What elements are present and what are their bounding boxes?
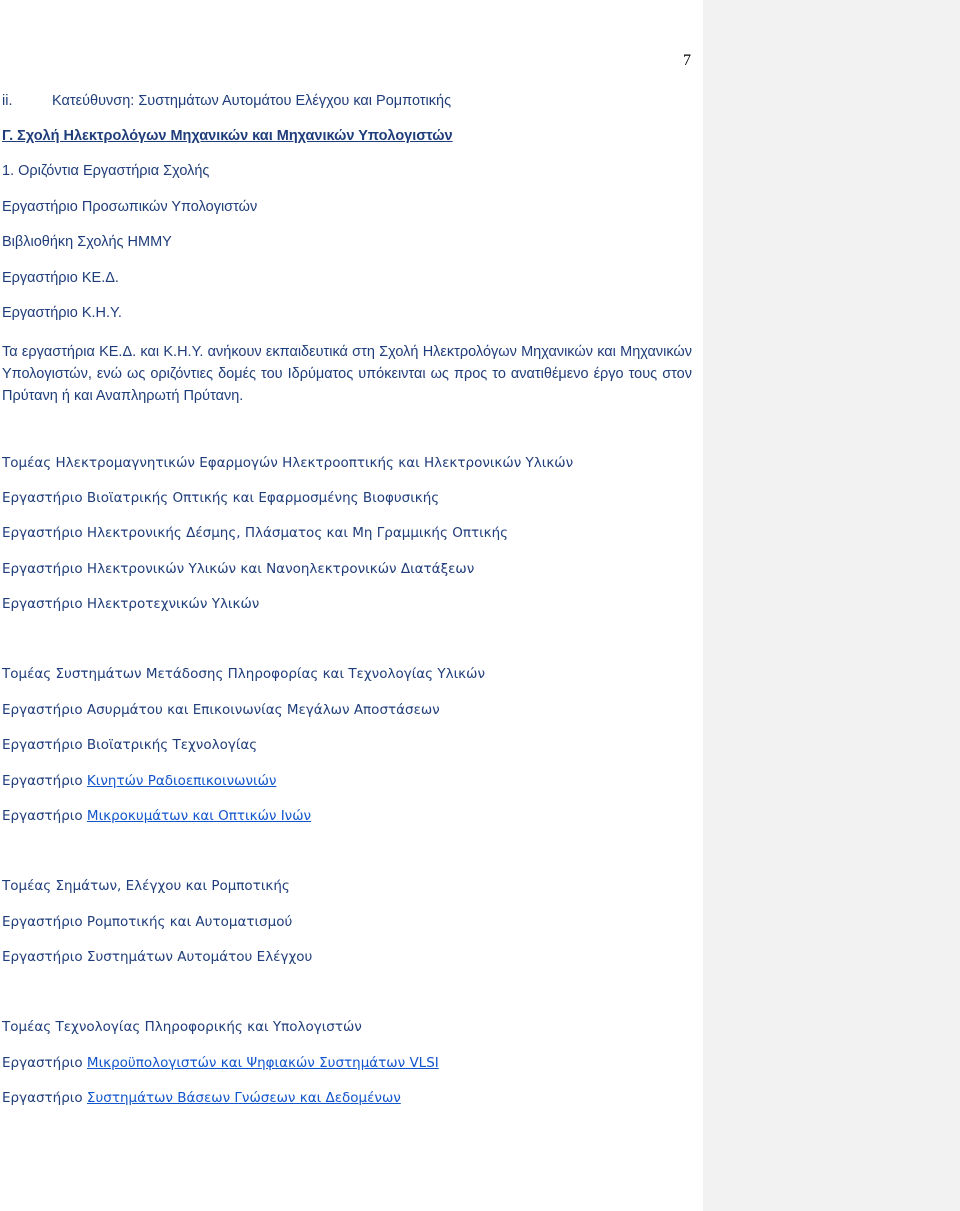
sector-title: Τομέας Τεχνολογίας Πληροφορικής και Υπολογιστών xyxy=(2,1019,362,1035)
lab-label: Εργαστήριο xyxy=(2,773,87,789)
lab-item: Βιβλιοθήκη Σχολής ΗΜΜΥ xyxy=(2,234,172,250)
lab-link[interactable]: Κινητών Ραδιοεπικοινωνιών xyxy=(86,773,277,789)
lab-item[interactable] xyxy=(2,1090,401,1106)
page-number: 7 xyxy=(683,52,691,69)
lab-item: Εργαστήριο Κ.Η.Υ. xyxy=(2,305,122,321)
lab-label: Εργαστήριο Βιοϊατρικής Οπτικής και Εφαρμοσμένης Βιοφυσικής xyxy=(2,490,440,506)
lab-label: Εργαστήριο Ηλεκτρονικών Υλικών και Νανοηλεκτρονικών Διατάξεων xyxy=(2,561,475,577)
heading-ii-text: Κατεύθυνση: Συστημάτων Αυτομάτου Ελέγχου και Ρομποτικής xyxy=(52,93,452,109)
lab-link[interactable]: Μικροϋπολογιστών και Ψηφιακών Συστημάτων VLSI xyxy=(86,1055,439,1071)
lab-label: Εργαστήριο Συστημάτων Αυτομάτου Ελέγχου xyxy=(2,949,313,965)
lab-item: Εργαστήριο ΚΕ.Δ. xyxy=(2,270,119,286)
heading-ii xyxy=(2,93,451,109)
lab-label: Εργαστήριο Ασυρμάτου και Επικοινωνίας Μεγάλων Αποστάσεων xyxy=(2,702,440,718)
lab-item: Εργαστήριο Προσωπικών Υπολογιστών xyxy=(2,199,258,215)
sector-title: Τομέας Συστημάτων Μετάδοσης Πληροφορίας και Τεχνολογίας Υλικών xyxy=(2,666,485,682)
section-title: Γ. Σχολή Ηλεκτρολόγων Μηχανικών και Μηχανικών Υπολογιστών xyxy=(2,128,453,144)
lab-item[interactable] xyxy=(2,773,276,789)
body-paragraph: Τα εργαστήρια ΚΕ.Δ. και Κ.Η.Υ. ανήκουν εκπαιδευτικά στη Σχολή Ηλεκτρολόγων Μηχανικών και Μηχανικών Υπολογιστών, ενώ ως οριζόντιες δομές του Ιδρύματος υπόκεινται ως προς το ανατιθέμενο έργο τους στον Πρύτανη ή και Αναπληρωτή Πρύτανη. xyxy=(2,344,692,404)
lab-item xyxy=(2,914,292,930)
lab-item xyxy=(2,561,474,577)
lab-link[interactable]: Μικροκυμάτων και Οπτικών Ινών xyxy=(86,808,312,824)
lab-item xyxy=(2,949,312,965)
lab-label: Εργαστήριο xyxy=(2,1090,87,1106)
lab-item xyxy=(2,525,508,541)
lab-item xyxy=(2,490,439,506)
lab-item xyxy=(2,737,257,753)
lab-label: Εργαστήριο Ηλεκτροτεχνικών Υλικών xyxy=(2,596,260,612)
lab-item xyxy=(2,702,440,718)
lab-label: Εργαστήριο xyxy=(2,1055,87,1071)
lab-label: Εργαστήριο xyxy=(2,808,87,824)
horizontal-labs-heading: 1. Οριζόντια Εργαστήρια Σχολής xyxy=(2,163,210,179)
lab-item xyxy=(2,596,259,612)
sector-title: Τομέας Σημάτων, Ελέγχου και Ρομποτικής xyxy=(2,878,290,894)
lab-item[interactable] xyxy=(2,808,311,824)
lab-item[interactable] xyxy=(2,1055,439,1071)
sector-title: Τομέας Ηλεκτρομαγνητικών Εφαρμογών Ηλεκτροοπτικής και Ηλεκτρονικών Υλικών xyxy=(2,455,574,471)
lab-label: Εργαστήριο Ηλεκτρονικής Δέσμης, Πλάσματος και Μη Γραμμικής Οπτικής xyxy=(2,525,509,541)
lab-label: Εργαστήριο Ρομποτικής και Αυτοματισμού xyxy=(2,914,293,930)
lab-label: Εργαστήριο Βιοϊατρικής Τεχνολογίας xyxy=(2,737,258,753)
comment-sidebar xyxy=(703,0,960,1211)
list-marker: ii. xyxy=(2,93,13,109)
lab-link[interactable]: Συστημάτων Βάσεων Γνώσεων και Δεδομένων xyxy=(86,1090,401,1106)
